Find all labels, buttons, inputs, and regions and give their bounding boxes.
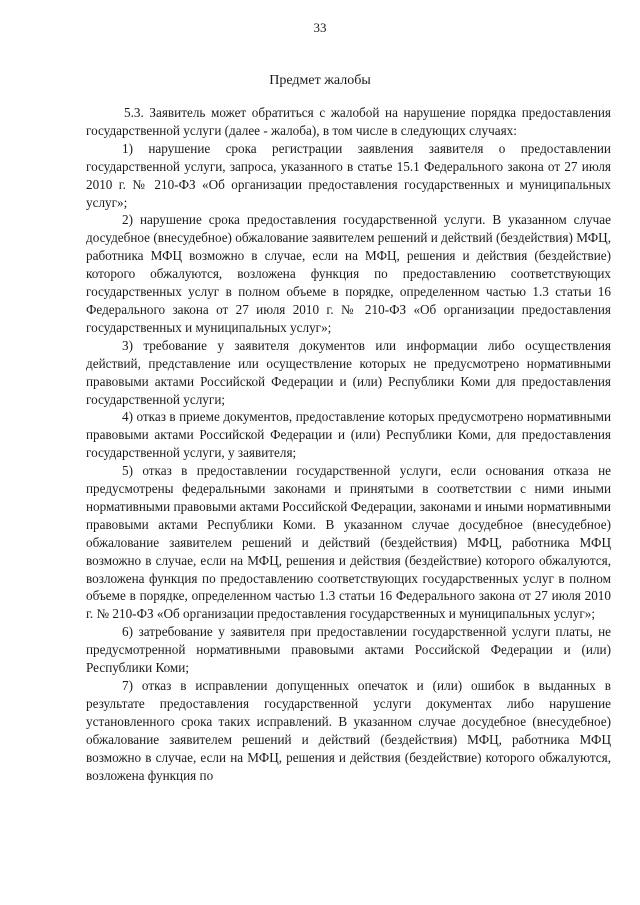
paragraph-item-4: 4) отказ в приеме документов, предоставление которых предусмотрено нормативными правовыми актами Российской Федерации и (или) Республики Коми, для предоставления государственной услуги, у заявителя;: [86, 409, 611, 461]
paragraph-item-5: 5) отказ в предоставлении государственной услуги, если основания отказа не предусмотрены федеральными законами и принятыми в соответствии с ними иными нормативными правовыми актами Российской Федерации, законами и иными нормативными правовыми актами Республики Коми. В указанном случае досудебное (внесудебное) обжалование заявителем решений и действий (бездействия) МФЦ, работника МФЦ возможно в случае, если на МФЦ, решения и действия (бездействие) которого обжалуются, возложена функция по предоставлению соответствующих государственных услуг в полном объеме в порядке, определенном частью 1.3 статьи 16 Федерального закона от 27 июля 2010 г. № 210-ФЗ «Об организации предоставления государственных и муниципальных услуг»;: [86, 463, 611, 622]
document-body: [86, 104, 611, 784]
paragraph-item-2: 2) нарушение срока предоставления государственной услуги. В указанном случае досудебное (внесудебное) обжалование заявителем решений и действий (бездействия) МФЦ, работника МФЦ возможно в случае, если на МФЦ, решения и действия (бездействие) которого обжалуются, возложена функция по предоставлению соответствующих государственных услуг в полном объеме в порядке, определенном частью 1.3 статьи 16 Федерального закона от 27 июля 2010 г. № 210-ФЗ «Об организации предоставления государственных и муниципальных услуг»;: [86, 212, 611, 335]
paragraph-item-7: 7) отказ в исправлении допущенных опечаток и (или) ошибок в выданных в результате предоставления государственной услуги документах либо нарушение установленного срока таких исправлений. В указанном случае досудебное (внесудебное) обжалование заявителем решений и действий (бездействия) МФЦ, работника МФЦ возможно в случае, если на МФЦ, решения и действия (бездействие) которого обжалуются, возложена функция по: [86, 678, 611, 783]
section-title: Предмет жалобы: [269, 73, 371, 88]
paragraph-item-6: 6) затребование у заявителя при предоставлении государственной услуги платы, не предусмотренной нормативными правовыми актами Российской Федерации и (или) Республики Коми;: [86, 624, 611, 676]
page-number: 33: [313, 20, 327, 35]
paragraph-item-1: 1) нарушение срока регистрации заявления заявителя о предоставлении государственной услуги, запроса, указанного в статье 15.1 Федерального закона от 27 июля 2010 г. № 210-ФЗ «Об организации предоставления государственных и муниципальных услуг»;: [86, 140, 611, 210]
paragraph-item-3: 3) требование у заявителя документов или информации либо осуществления действий, представление или осуществление которых не предусмотрено нормативными правовыми актами Российской Федерации и (или) Республики Коми для предоставления государственной услуги;: [86, 337, 611, 407]
paragraph-intro: 5.3. Заявитель может обратиться с жалобой на нарушение порядка предоставления государственной услуги (далее - жалоба), в том числе в следующих случаях:: [86, 105, 611, 138]
